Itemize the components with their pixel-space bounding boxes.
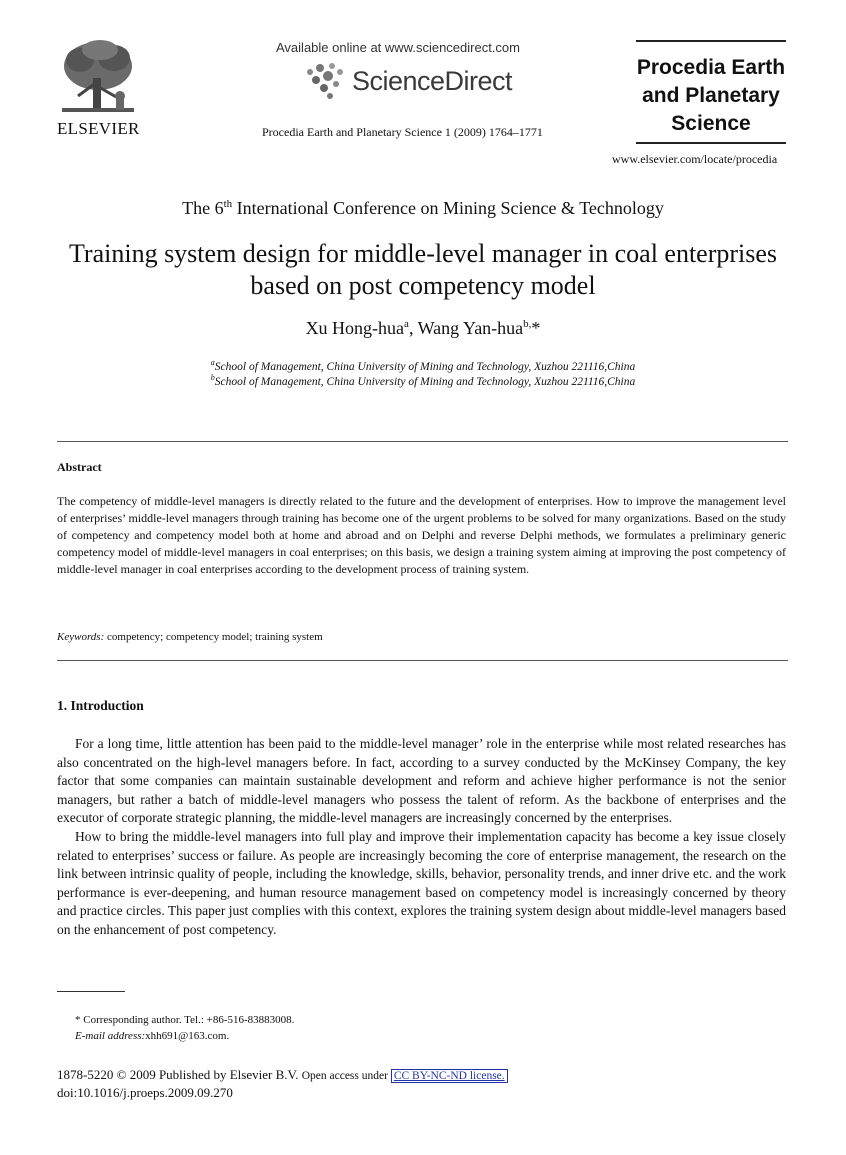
paragraph: For a long time, little attention has been paid to the middle-level manager’ role in the enterprise while most related researches has also concentrated on the high-level managers before. In fact, according to a survey conducted by the McKinsey Company, the key factor that some companies can maintain sustainable development and reform and achieve higher performance is not the senior managers, but rather a batch of middle-level managers who possess the talent of reform. As the backbone of enterprises and the executor of corporate strategic planning, the middle-level managers are increasingly concerned by the enterprises.: [57, 736, 786, 826]
conference-prefix: The 6: [182, 198, 224, 218]
affiliation: [0, 358, 846, 373]
footnote-corresponding: * Corresponding author. Tel.: +86-516-83883008.: [75, 1014, 295, 1026]
journal-title-line: and Planetary: [642, 84, 780, 107]
affiliation-text: School of Management, China University of Mining and Technology, Xuzhou 221116,China: [214, 360, 636, 373]
affiliation: [0, 373, 846, 388]
section-heading: 1. Introduction: [57, 698, 144, 713]
abstract-heading: Abstract: [57, 460, 102, 474]
keywords: [57, 631, 323, 643]
footnote-rule: [57, 991, 125, 992]
affiliation-mark: b: [210, 373, 215, 382]
title-line: Training system design for middle-level manager in coal enterprises: [68, 239, 778, 268]
author-affil-mark: b,: [523, 318, 532, 330]
conference-ordinal: th: [223, 198, 233, 210]
email-address[interactable]: xhh691@163.com.: [145, 1030, 230, 1042]
divider: [57, 441, 788, 442]
keywords-text: competency; competency model; training system: [104, 631, 323, 643]
doi: doi:10.1016/j.proeps.2009.09.270: [57, 1085, 233, 1100]
journal-title-line: Science: [671, 112, 751, 135]
conference-name: [0, 198, 846, 219]
sciencedirect-logo: ScienceDirect: [352, 66, 513, 96]
email-label: E-mail address:: [75, 1030, 146, 1042]
title-line: based on post competency model: [250, 271, 596, 300]
abstract-text: The competency of middle-level managers is directly related to the future and the development of enterprises. How to improve the management level of enterprises’ middle-level managers through training has become one of the urgent problems to be solved for many organizations. Based on the study of competency and competency model both at home and abroad and on Delphi and reverse Delphi methods, we formulates a preliminary generic competency model of middle-level managers in coal enterprises; on this basis, we design a training system aiming at improving the post competency of middle-level manager in coal enterprises according to the development process of training system.: [57, 494, 786, 576]
paper-title: [40, 238, 806, 302]
author-list: [0, 318, 846, 339]
footnote-email: [75, 1030, 229, 1042]
issn-copyright: [57, 1067, 508, 1083]
affiliation-text: School of Management, China University of Mining and Technology, Xuzhou 221116,China: [214, 375, 636, 388]
author-separator: ,: [408, 318, 418, 338]
paragraph: How to bring the middle-level managers into full play and improve their implementation capacity has become a key issue closely related to enterprises’ success or failure. As people are increasingly becoming the core of enterprise management, the research on the link between intrinsic quality of people, including the knowledge, skills, behavior, personality trends, and inner drive etc. and the work performance is ever-deepening, and human resource management based on competency model is increasingly concerned by theory and practice circles. This paper just complies with this context, explores the training system design about middle-level managers based on the enhancement of post competency.: [57, 828, 786, 937]
issn-text: 1878-5220 © 2009 Published by Elsevier B.V.: [57, 1067, 302, 1082]
divider: [57, 660, 788, 661]
journal-title-box: [636, 40, 786, 144]
license-link[interactable]: CC BY-NC-ND license.: [391, 1069, 508, 1083]
conference-suffix: International Conference on Mining Science & Technology: [232, 198, 664, 218]
author-name: Xu Hong-hua: [305, 318, 405, 338]
affiliation-mark: a: [210, 358, 215, 367]
author-affil-mark: a: [404, 318, 409, 330]
sciencedirect-dots-icon: [302, 60, 352, 107]
author-name: Wang Yan-hua: [417, 318, 524, 338]
journal-title-line: Procedia Earth: [636, 56, 786, 79]
open-access-text: Open access under: [301, 1070, 391, 1082]
elsevier-wordmark: ELSEVIER: [57, 119, 140, 138]
available-online-text: Available online at www.sciencedirect.com: [276, 40, 520, 55]
elsevier-tree-logo: [56, 38, 140, 123]
journal-citation: Procedia Earth and Planetary Science 1 (2009) 1764–1771: [262, 125, 543, 139]
corresponding-mark: *: [531, 318, 541, 338]
introduction-body: [57, 735, 786, 940]
keywords-label: Keywords:: [57, 631, 105, 643]
journal-url-link[interactable]: www.elsevier.com/locate/procedia: [612, 152, 778, 166]
